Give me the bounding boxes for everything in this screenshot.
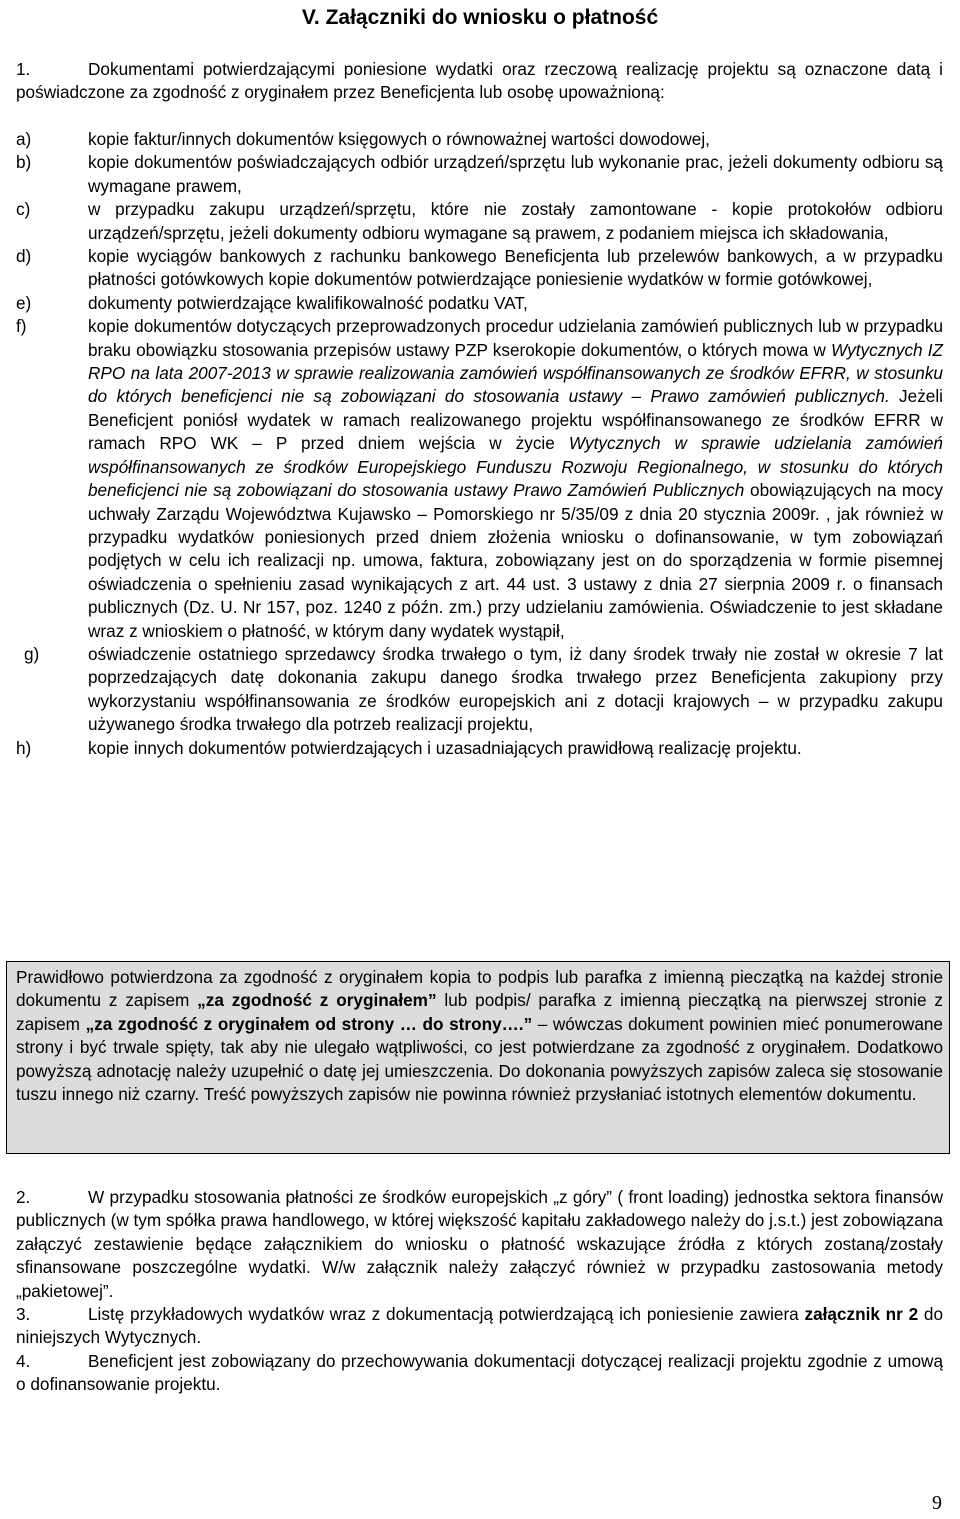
- note-bold-1: „za zgodność z oryginałem”: [197, 990, 437, 1011]
- list-item-f: [16, 315, 943, 643]
- list-item-e: [16, 292, 943, 315]
- paragraph-2-text: W przypadku stosowania płatności ze środków europejskich „z góry” ( front loading) jednostka sektora finansów publicznych (w tym spółka prawa handlowego, w której większość kapitału zakładowego należy do j.s.t.) jest zobowiązana załączyć zestawienie będące załącznikiem do wniosku o płatność wskazujące źródła z których zostaną/zostały sfinansowane poszczególne wydatki. W/w załącznik należy załączyć również w przypadku zastosowania metody „pakietowej”.: [16, 1187, 943, 1301]
- paragraph-1-number: 1.: [16, 59, 31, 79]
- list-item-d: [16, 245, 943, 292]
- list-item-a: [16, 128, 943, 151]
- list-item-text: kopie dokumentów poświadczających odbiór urządzeń/sprzętu lub wykonanie prac, jeżeli dokumenty odbioru są wymagane prawem,: [88, 152, 943, 196]
- note-bold-2: „za zgodność z oryginałem od strony … do strony….”: [85, 1013, 533, 1034]
- list-item-text: w przypadku zakupu urządzeń/sprzętu, które nie zostały zamontowane - kopie protokołów odbioru urządzeń/sprzętu, jeżeli dokumenty odbioru wymagane są prawem, z podaniem miejsca ich składowania,: [88, 199, 943, 243]
- note-part-3: – wówczas dokument powinien mieć ponumerowane strony i być trwale spięty, tak aby nie ulegało wątpliwości, co jest potwierdzane za zgodność z oryginałem. Dodatkowo powyższą adnotację należy uzupełnić o datę jej umieszczenia. Do dokonania powyższych zapisów zaleca się stosowanie tuszu innego niż czarny. Treść powyższych zapisów nie powinna również przysłaniać istotnych elementów dokumentu.: [16, 1013, 943, 1105]
- list-item-text: dokumenty potwierdzające kwalifikowalność podatku VAT,: [88, 292, 528, 313]
- list-item-label: b): [16, 152, 32, 173]
- section-title: V. Załączniki do wniosku o płatność: [301, 6, 659, 29]
- list-item-text: kopie wyciągów bankowych z rachunku bankowego Beneficjenta lub przelewów bankowych, a w przypadku płatności gotówkowych kopie dokumentów potwierdzające poniesienie wydatków w formie gotówkowej,: [88, 246, 943, 290]
- list-item-f-italic-2: Wytycznych w sprawie udzielania zamówień współfinansowanych ze środków Europejskiego Funduszu Rozwoju Regionalnego, w stosunku do których beneficjenci nie są zobowiązani do stosowania ustawy Prawo Zamówień Publicznych: [88, 433, 943, 501]
- paragraph-3: [16, 1303, 943, 1350]
- list-item-label: e): [16, 292, 32, 313]
- note-part-2: lub podpis/ parafka z imienną pieczątką na pierwszej stronie z zapisem: [16, 990, 943, 1034]
- list-item-label: d): [16, 246, 32, 267]
- paragraph-4-number: 4.: [16, 1351, 31, 1371]
- list-item-f-italic-1: Wytycznych IZ RPO na lata 2007-2013 w sprawie realizowania zamówień współfinansowanych ze środków EFRR, w stosunku do których beneficjenci nie są zobowiązani do stosowania ustawy – Prawo zamówień publicznych.: [88, 339, 943, 407]
- paragraph-1: [16, 58, 943, 105]
- list-item-h: [16, 737, 943, 760]
- paragraph-2: [16, 1186, 943, 1303]
- list-item-f-part-3: obowiązujących na mocy uchwały Zarządu Województwa Kujawsko – Pomorskiego nr 5/35/09 z dnia 20 stycznia 2009r. , jak również w przypadku wydatków poniesionych przed dniem złożenia wniosku o dofinansowanie, w tym zobowiązań podjętych w celu ich realizacji np. umowa, faktura, zobowiązany jest on do sporządzenia w formie pisemnej oświadczenia o spełnieniu zasad wynikających z art. 44 ust. 3 ustawy z dnia 27 sierpnia 2009 r. o finansach publicznych (Dz. U. Nr 157, poz. 1240 z późn. zm.) przy udzielaniu zamówienia. Oświadczenie to jest składane wraz z wnioskiem o płatność, w którym dany wydatek wystąpił,: [88, 480, 943, 641]
- list-item-label: c): [16, 199, 31, 220]
- list-item-label: f): [16, 316, 27, 337]
- paragraph-4-text: Beneficjent jest zobowiązany do przechowywania dokumentacji dotyczącej realizacji projektu zgodnie z umową o dofinansowanie projektu.: [16, 1351, 943, 1395]
- list-item-f-part-2: Jeżeli Beneficjent poniósł wydatek w ramach realizowanego projektu współfinansowanego ze środków EFRR w ramach RPO WK – P przed dniem wejścia w życie: [88, 386, 944, 454]
- list-item-b: [16, 151, 943, 198]
- list-item-text: oświadczenie ostatniego sprzedawcy środka trwałego o tym, iż dany środek trwały nie został w okresie 7 lat poprzedzających datę dokonania zakupu danego środka trwałego przez Beneficjenta zakupiony przy wykorzystaniu współfinansowania ze środków europejskich ani z dotacji krajowych – w przypadku zakupu używanego środka trwałego dla potrzeb realizacji projektu,: [88, 643, 943, 735]
- paragraph-3-part-1: Listę przykładowych wydatków wraz z dokumentacją potwierdzającą ich poniesienie zawiera: [88, 1304, 805, 1324]
- list-item-text: [88, 315, 943, 643]
- list-item-c: [16, 198, 943, 245]
- list-item-text: kopie faktur/innych dokumentów księgowych o równoważnej wartości dowodowej,: [88, 129, 710, 149]
- paragraph-4: [16, 1350, 943, 1397]
- attachment-list: [16, 128, 943, 760]
- page-number: 9: [932, 1492, 942, 1514]
- note-part-1: Prawidłowo potwierdzona za zgodność z oryginałem kopia to podpis lub parafka z imienną pieczątką na każdej stronie dokumentu z zapisem: [16, 967, 943, 1011]
- paragraph-2-number: 2.: [16, 1187, 31, 1207]
- note-box-text: [16, 966, 943, 1106]
- list-item-label: g): [24, 643, 40, 664]
- list-item-label: a): [16, 129, 32, 149]
- list-item-text: kopie innych dokumentów potwierdzających i uzasadniających prawidłową realizację projektu.: [88, 737, 802, 758]
- list-item-g: [16, 643, 943, 737]
- paragraph-3-number: 3.: [16, 1304, 31, 1324]
- list-item-label: h): [16, 737, 32, 758]
- list-item-f-part-1: kopie dokumentów dotyczących przeprowadzonych procedur udzielania zamówień publicznych lub w przypadku braku obowiązku stosowania przepisów ustawy PZP kserokopie dokumentów, o których mowa w: [88, 316, 943, 360]
- paragraph-3-bold: załącznik nr 2: [804, 1304, 919, 1324]
- paragraph-3-part-2: do niniejszych Wytycznych.: [16, 1304, 944, 1348]
- paragraph-1-text: Dokumentami potwierdzającymi poniesione wydatki oraz rzeczową realizację projektu są oznaczone datą i poświadczone za zgodność z oryginałem przez Beneficjenta lub osobę upoważnioną:: [16, 59, 943, 103]
